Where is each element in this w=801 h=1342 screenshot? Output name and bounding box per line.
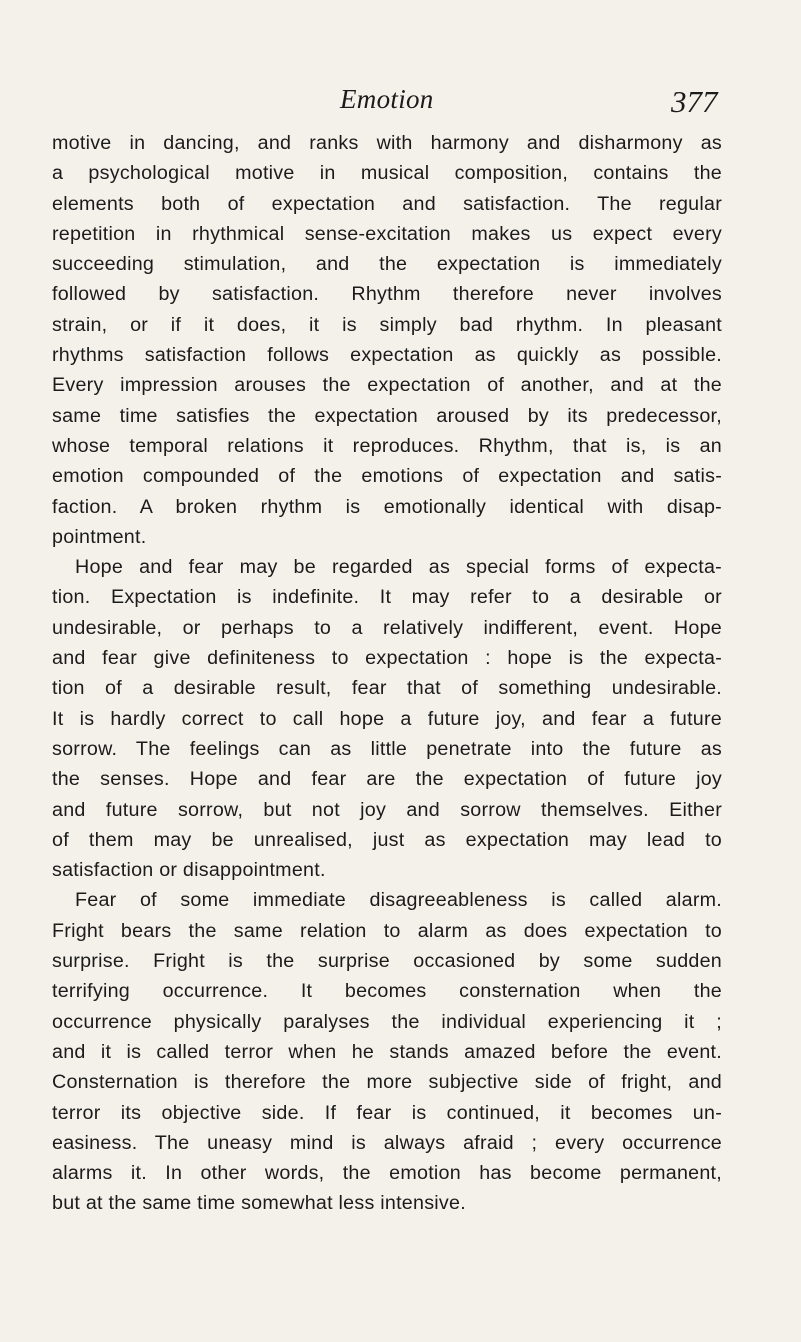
text-line: the senses. Hope and fear are the expectation of future joy: [52, 768, 722, 791]
text-line: but at the same time somewhat less intensive.: [52, 1192, 466, 1215]
page-number: 377: [671, 84, 718, 119]
text-line: succeeding stimulation, and the expectation is immediately: [52, 253, 722, 276]
text-line: tion. Expectation is indefinite. It may refer to a desirable or: [52, 586, 722, 609]
body-text: [52, 128, 722, 1219]
text-line: occurrence physically paralyses the individual experiencing it ;: [52, 1010, 722, 1033]
text-line: sorrow. The feelings can as little penetrate into the future as: [52, 737, 722, 760]
text-line: satisfaction or disappointment.: [52, 859, 326, 882]
text-line: emotion compounded of the emotions of expectation and satis-: [52, 465, 722, 488]
text-line: and future sorrow, but not joy and sorrow themselves. Either: [52, 798, 722, 821]
text-line: terrifying occurrence. It becomes consternation when the: [52, 980, 722, 1003]
text-line: rhythms satisfaction follows expectation as quickly as possible.: [52, 344, 722, 367]
text-line: alarms it. In other words, the emotion has become permanent,: [52, 1162, 722, 1185]
text-line: faction. A broken rhythm is emotionally identical with disap-: [52, 495, 722, 518]
text-line: undesirable, or perhaps to a relatively indifferent, event. Hope: [52, 616, 722, 639]
text-line: and it is called terror when he stands amazed before the event.: [52, 1040, 722, 1063]
running-title: Emotion: [340, 84, 434, 114]
text-line: motive in dancing, and ranks with harmony and disharmony as: [52, 132, 722, 154]
text-line: followed by satisfaction. Rhythm therefore never involves: [52, 283, 722, 306]
text-line: surprise. Fright is the surprise occasioned by some sudden: [52, 950, 722, 973]
text-line: whose temporal relations it reproduces. Rhythm, that is, is an: [52, 434, 722, 457]
text-line: Fear of some immediate disagreeableness is called alarm.: [75, 889, 722, 912]
text-line: Consternation is therefore the more subjective side of fright, and: [52, 1071, 722, 1094]
text-line: It is hardly correct to call hope a future joy, and fear a future: [52, 707, 722, 730]
text-line: Every impression arouses the expectation of another, and at the: [52, 374, 722, 397]
text-line: a psychological motive in musical composition, contains the: [52, 162, 722, 185]
text-line: same time satisfies the expectation aroused by its predecessor,: [52, 404, 722, 427]
text-line: and fear give definiteness to expectation : hope is the expecta-: [52, 647, 722, 670]
text-line: strain, or if it does, it is simply bad rhythm. In pleasant: [52, 313, 722, 336]
text-line: terror its objective side. If fear is continued, it becomes un-: [52, 1101, 722, 1124]
text-line: repetition in rhythmical sense-excitation makes us expect every: [52, 222, 722, 245]
text-line: easiness. The uneasy mind is always afraid ; every occurrence: [52, 1131, 722, 1154]
text-line: of them may be unrealised, just as expectation may lead to: [52, 828, 722, 851]
text-line: elements both of expectation and satisfaction. The regular: [52, 192, 722, 215]
text-line: tion of a desirable result, fear that of something undesirable.: [52, 677, 722, 700]
text-line: pointment.: [52, 525, 147, 548]
text-line: Fright bears the same relation to alarm as does expectation to: [52, 919, 722, 942]
text-line: Hope and fear may be regarded as special forms of expecta-: [75, 556, 722, 579]
running-head: [0, 84, 801, 124]
